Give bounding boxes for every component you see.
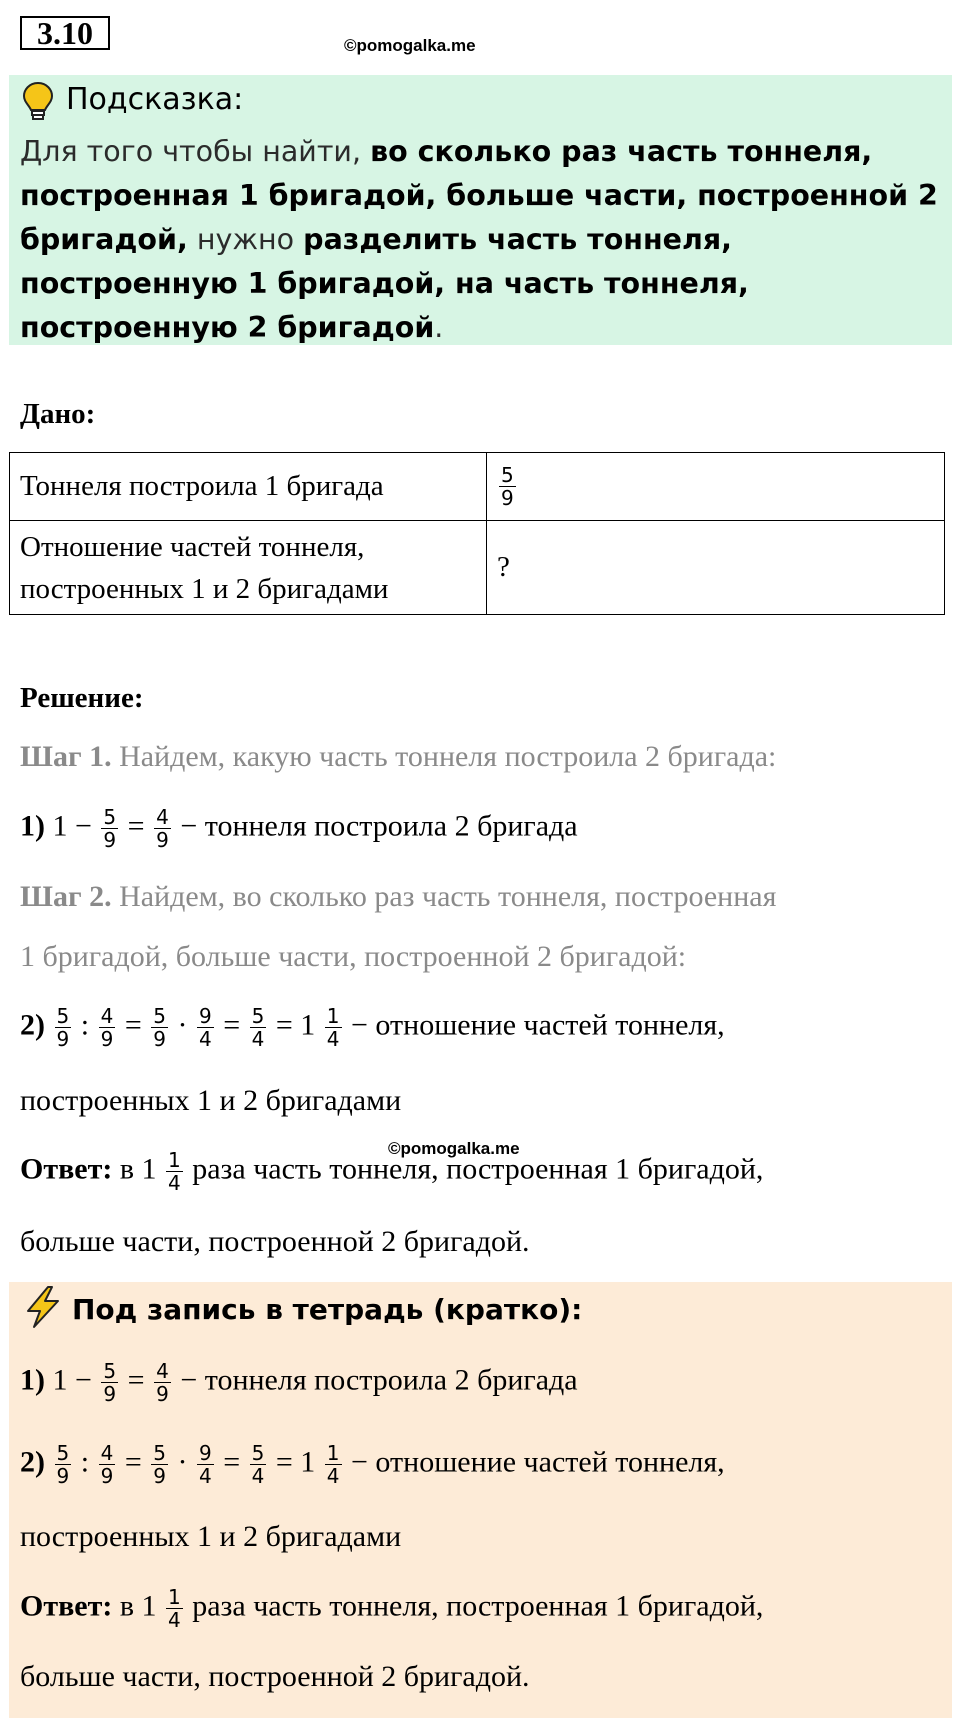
equation-1: 1) 1 − $\frac{5}{9}$ = $\frac{4}{9}$ − тоннеля построила 2 бригада: [20, 805, 578, 852]
lightbulb-icon: [20, 80, 56, 127]
watermark-top: ©pomogalka.me: [344, 36, 476, 55]
hint-text-2: во сколько раз часть тоннеля, построенная 1 бригадой, больше части, построенной 2 бригадой,: [20, 135, 938, 256]
given-row-2: [10, 521, 945, 615]
solution-title: Решение:: [20, 682, 144, 714]
given-row1-value: $\frac{5}{9}$: [487, 453, 945, 521]
hint-text-4: разделить часть тоннеля, построенную 1 бригадой, на часть тоннеля, построенную 2 бригадой: [20, 223, 749, 344]
given-row-1: [10, 453, 945, 521]
answer-line: Ответ: в 1 $\frac{1}{4}$ раза часть тоннеля, построенная 1 бригадой,: [20, 1148, 764, 1195]
notes-answer-cont: больше части, построенной 2 бригадой.: [20, 1660, 530, 1693]
notes-box: [9, 1282, 952, 1718]
lightning-icon: [22, 1285, 64, 1334]
notes-equation-2-cont: построенных 1 и 2 бригадами: [20, 1520, 402, 1553]
given-title: Дано:: [20, 398, 96, 430]
given-row1-label: Тоннеля построила 1 бригада: [10, 453, 487, 521]
step2-line-b: 1 бригадой, больше части, построенной 2 бригадой:: [20, 940, 687, 973]
answer-cont: больше части, построенной 2 бригадой.: [20, 1225, 530, 1258]
hint-text: [20, 130, 945, 350]
given-table: [9, 452, 945, 615]
task-number: 3.10: [20, 16, 110, 50]
step1-line: Шаг 1. Найдем, какую часть тоннеля построила 2 бригада:: [20, 740, 777, 773]
hint-text-5: .: [434, 311, 444, 344]
watermark-middle: ©pomogalka.me: [388, 1139, 520, 1158]
given-row2-label: Отношение частей тоннеля, построенных 1 и 2 бригадами: [10, 521, 487, 615]
step2-line-a: Шаг 2. Найдем, во сколько раз часть тоннеля, построенная: [20, 880, 777, 913]
notes-title: Под запись в тетрадь (кратко):: [72, 1293, 583, 1326]
notes-equation-1: 1) 1 − $\frac{5}{9}$ = $\frac{4}{9}$ − тоннеля построила 2 бригада: [20, 1359, 578, 1406]
hint-text-3: нужно: [187, 223, 304, 256]
notes-equation-2: 2) $\frac{5}{9}$ : $\frac{4}{9}$ = $\frac{5}{9}$ · $\frac{9}{4}$ = $\frac{5}{4}$ = 1 $\frac{1}{4}$ − отношение частей тоннеля,: [20, 1441, 725, 1488]
given-row2-value: ?: [487, 521, 945, 615]
equation-2-cont: построенных 1 и 2 бригадами: [20, 1084, 402, 1117]
hint-text-1: Для того чтобы найти,: [20, 135, 371, 168]
hint-title: Подсказка:: [66, 82, 244, 117]
notes-answer-line: Ответ: в 1 $\frac{1}{4}$ раза часть тоннеля, построенная 1 бригадой,: [20, 1585, 764, 1632]
equation-2: 2) $\frac{5}{9}$ : $\frac{4}{9}$ = $\frac{5}{9}$ · $\frac{9}{4}$ = $\frac{5}{4}$ = 1 $\frac{1}{4}$ − отношение частей тоннеля,: [20, 1004, 725, 1051]
